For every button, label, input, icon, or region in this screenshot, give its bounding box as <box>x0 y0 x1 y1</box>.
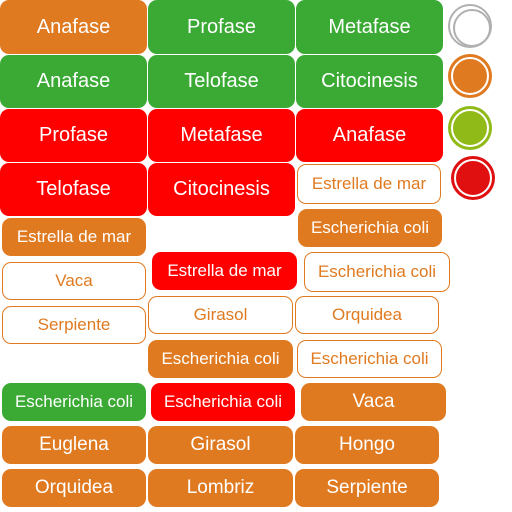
organism-tile-hongo[interactable]: Hongo <box>295 426 439 464</box>
orange-circle-icon <box>451 57 489 95</box>
organism-tile-estrella-de-mar[interactable]: Estrella de mar <box>2 218 146 256</box>
phase-tile-telofase[interactable]: Telofase <box>0 163 147 216</box>
phase-tile-citocinesis[interactable]: Citocinesis <box>148 163 295 216</box>
organism-tile-escherichia-coli[interactable]: Escherichia coli <box>297 340 442 378</box>
white-circle-icon <box>453 9 491 47</box>
organism-tile-girasol[interactable]: Girasol <box>148 426 293 464</box>
phase-tile-anafase[interactable]: Anafase <box>0 0 147 54</box>
organism-tile-orquidea[interactable]: Orquidea <box>295 296 439 334</box>
organism-tile-serpiente[interactable]: Serpiente <box>295 469 439 507</box>
organism-tile-estrella-de-mar[interactable]: Estrella de mar <box>152 252 297 290</box>
white-circle-swatch[interactable] <box>448 4 492 48</box>
organism-tile-euglena[interactable]: Euglena <box>2 426 146 464</box>
organism-tile-estrella-de-mar[interactable]: Estrella de mar <box>297 164 441 204</box>
organism-tile-vaca[interactable]: Vaca <box>2 262 146 300</box>
organism-tile-escherichia-coli[interactable]: Escherichia coli <box>151 383 295 421</box>
organism-tile-serpiente[interactable]: Serpiente <box>2 306 146 344</box>
phase-tile-citocinesis[interactable]: Citocinesis <box>296 55 443 108</box>
phase-tile-anafase[interactable]: Anafase <box>0 55 147 108</box>
organism-tile-girasol[interactable]: Girasol <box>148 296 293 334</box>
phase-tile-metafase[interactable]: Metafase <box>148 109 295 162</box>
orange-circle-swatch[interactable] <box>448 54 492 98</box>
phase-tile-telofase[interactable]: Telofase <box>148 55 295 108</box>
organism-tile-lombriz[interactable]: Lombriz <box>148 469 293 507</box>
red-circle-icon <box>454 159 492 197</box>
green-circle-icon <box>451 109 489 147</box>
organism-tile-escherichia-coli[interactable]: Escherichia coli <box>298 209 442 247</box>
red-circle-swatch[interactable] <box>451 156 495 200</box>
phase-tile-metafase[interactable]: Metafase <box>296 0 443 54</box>
organism-tile-escherichia-coli[interactable]: Escherichia coli <box>304 252 450 292</box>
green-circle-swatch[interactable] <box>448 106 492 150</box>
organism-tile-escherichia-coli[interactable]: Escherichia coli <box>148 340 293 378</box>
phase-tile-profase[interactable]: Profase <box>148 0 295 54</box>
phase-tile-anafase[interactable]: Anafase <box>296 109 443 162</box>
organism-tile-orquidea[interactable]: Orquidea <box>2 469 146 507</box>
phase-tile-profase[interactable]: Profase <box>0 109 147 162</box>
organism-tile-vaca[interactable]: Vaca <box>301 383 446 421</box>
organism-tile-escherichia-coli[interactable]: Escherichia coli <box>2 383 146 421</box>
